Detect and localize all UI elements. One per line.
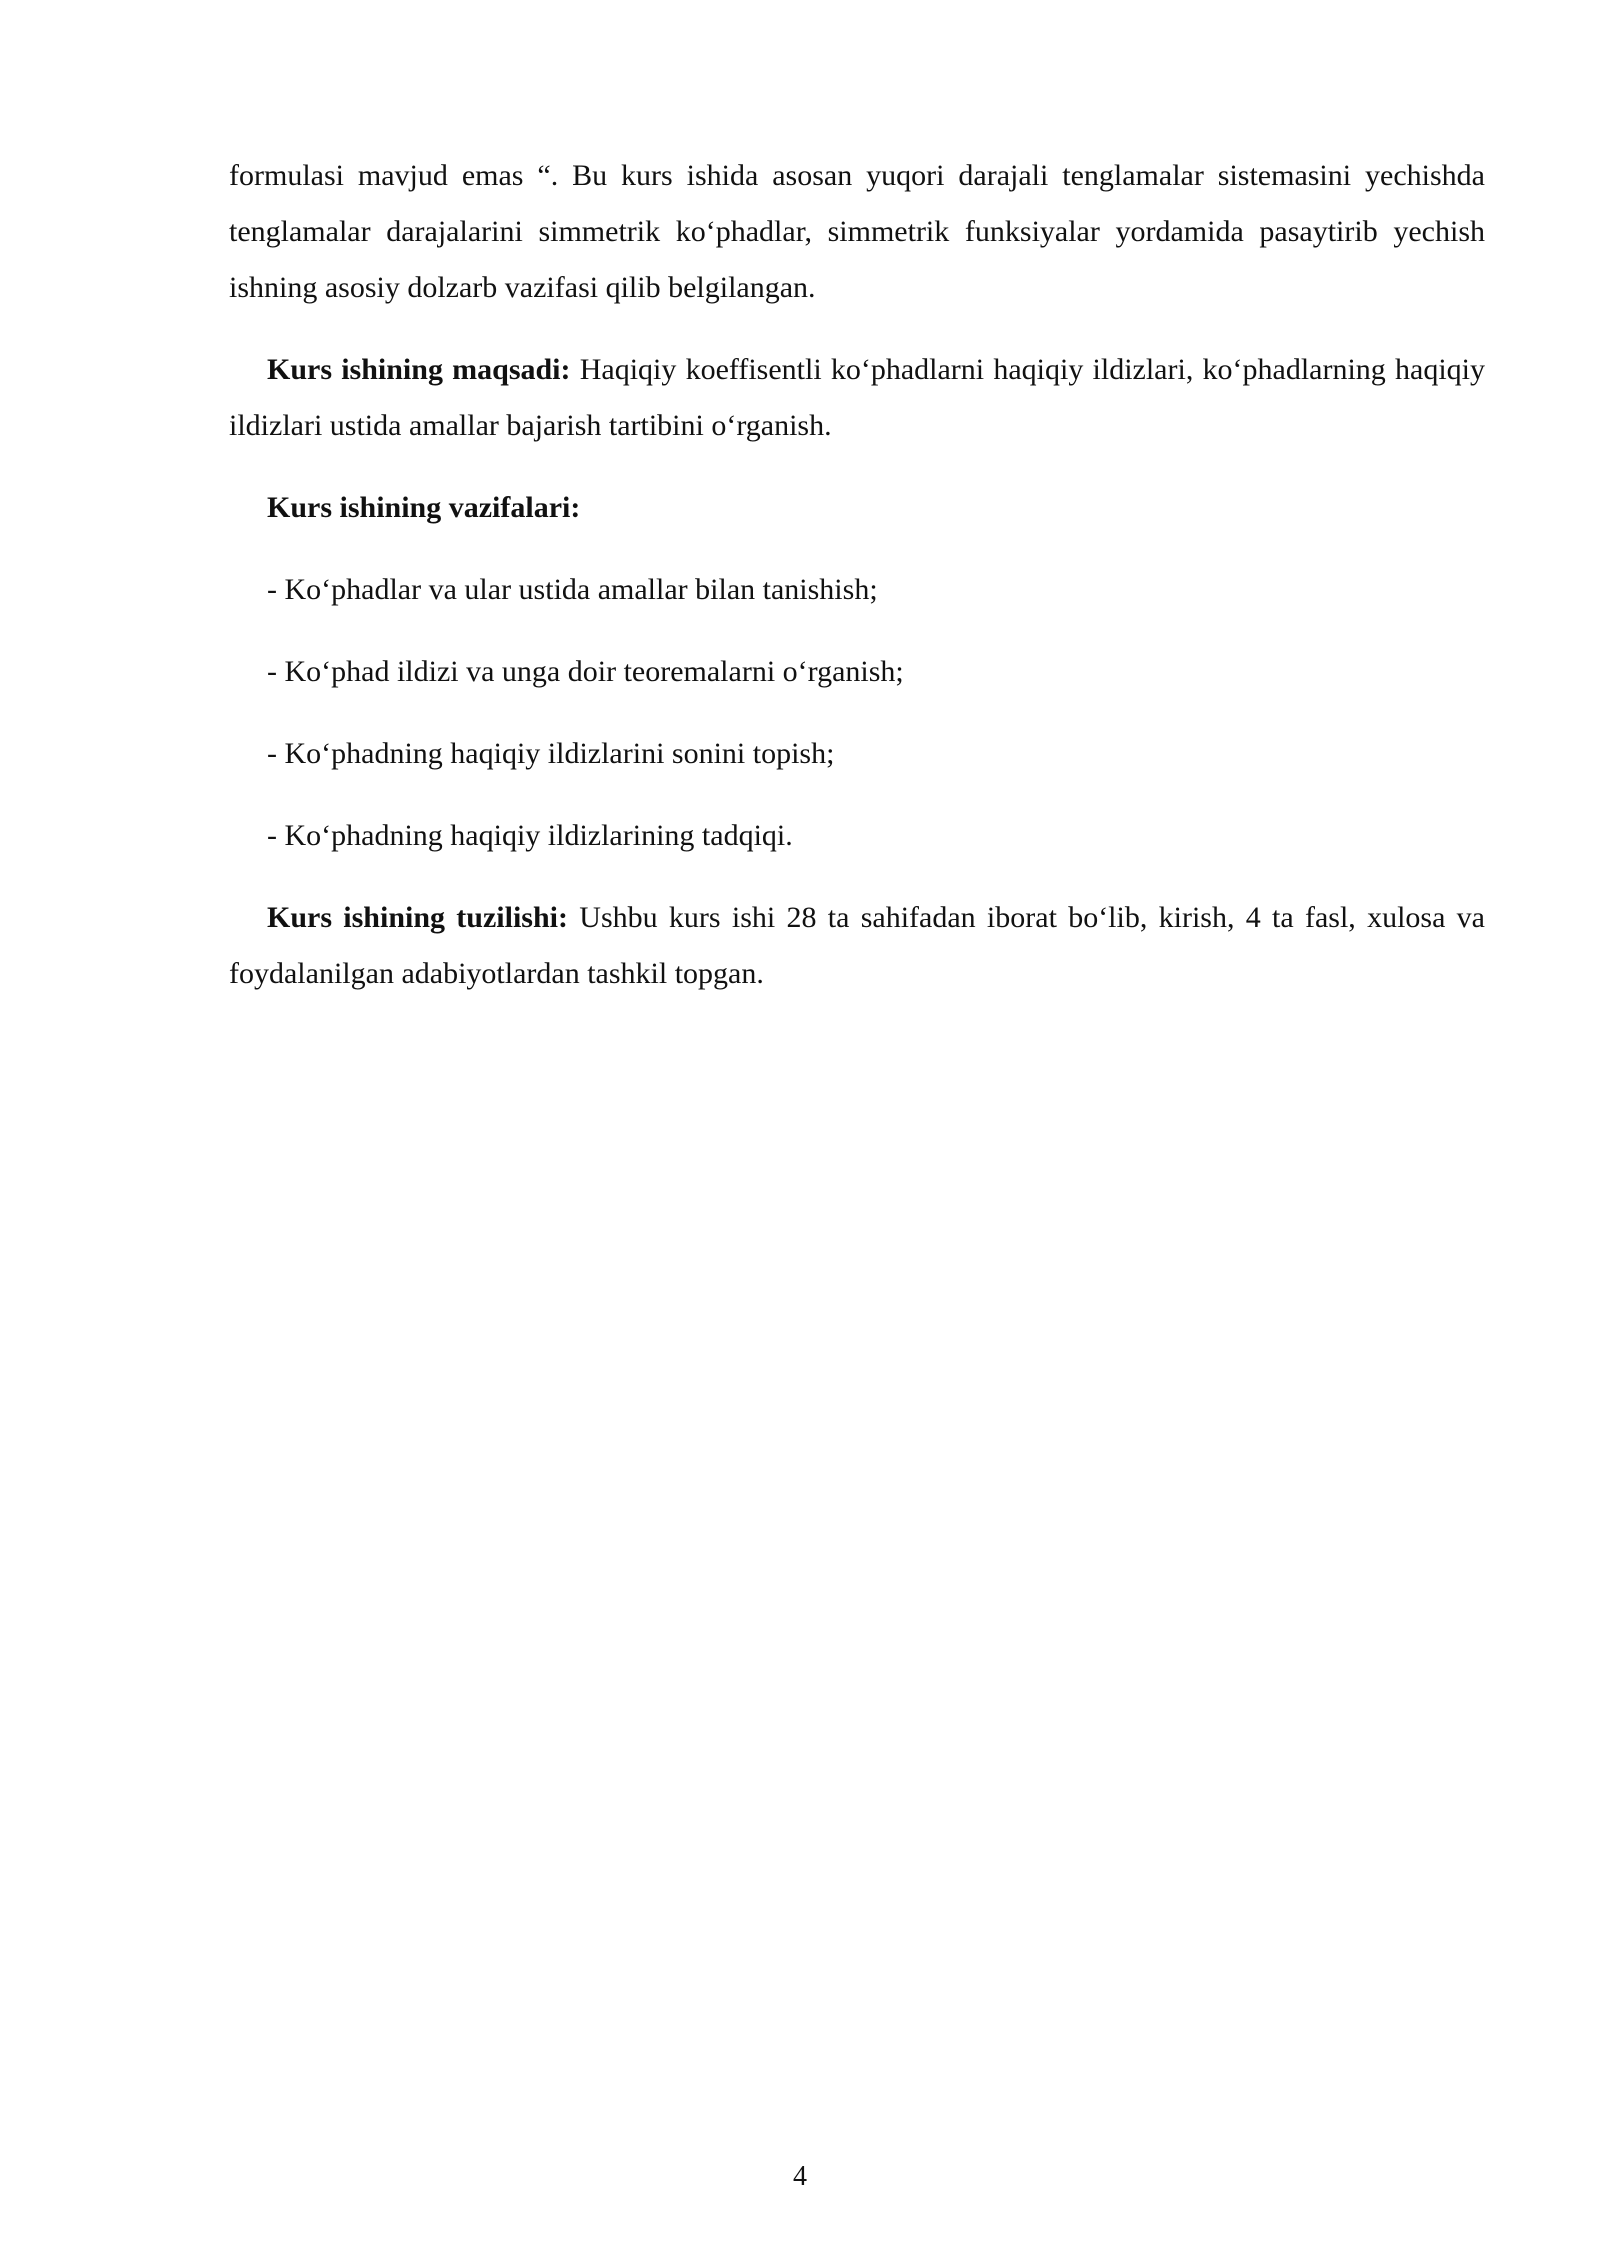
page-number: 4 (793, 2161, 807, 2192)
task-item: - Ko‘phad ildizi va unga doir teoremalarni o‘rganish; (267, 655, 904, 688)
structure-paragraph (229, 890, 1485, 1002)
task-item: - Ko‘phadning haqiqiy ildizlarining tadqiqi. (267, 819, 793, 852)
goal-paragraph (229, 342, 1485, 454)
task-item: - Ko‘phadlar va ular ustida amallar bilan tanishish; (267, 573, 878, 606)
intro-paragraph: formulasi mavjud emas “. Bu kurs ishida asosan yuqori darajali tenglamalar sistemasini yechishda tenglamalar darajalarini simmetrik ko‘phadlar, simmetrik funksiyalar yordamida pasaytirib yechish ishning asosiy dolzarb vazifasi qilib belgilangan. (229, 159, 1485, 304)
body-text (229, 148, 1485, 1002)
goal-label: Kurs ishining maqsadi: (267, 353, 571, 386)
structure-label: Kurs ishining tuzilishi: (267, 901, 568, 934)
goal-text: Haqiqiy koeffisentli ko‘phadlarni haqiqiy ildizlari, ko‘phadlarning haqiqiy ildizlari ustida amallar bajarish tartibini o‘rganish. (229, 353, 1485, 442)
tasks-heading: Kurs ishining vazifalari: (267, 491, 581, 524)
structure-text: Ushbu kurs ishi 28 ta sahifadan iborat bo‘lib, kirish, 4 ta fasl, xulosa va foydalanilgan adabiyotlardan tashkil topgan. (229, 901, 1485, 990)
task-item: - Ko‘phadning haqiqiy ildizlarini sonini topish; (267, 737, 835, 770)
